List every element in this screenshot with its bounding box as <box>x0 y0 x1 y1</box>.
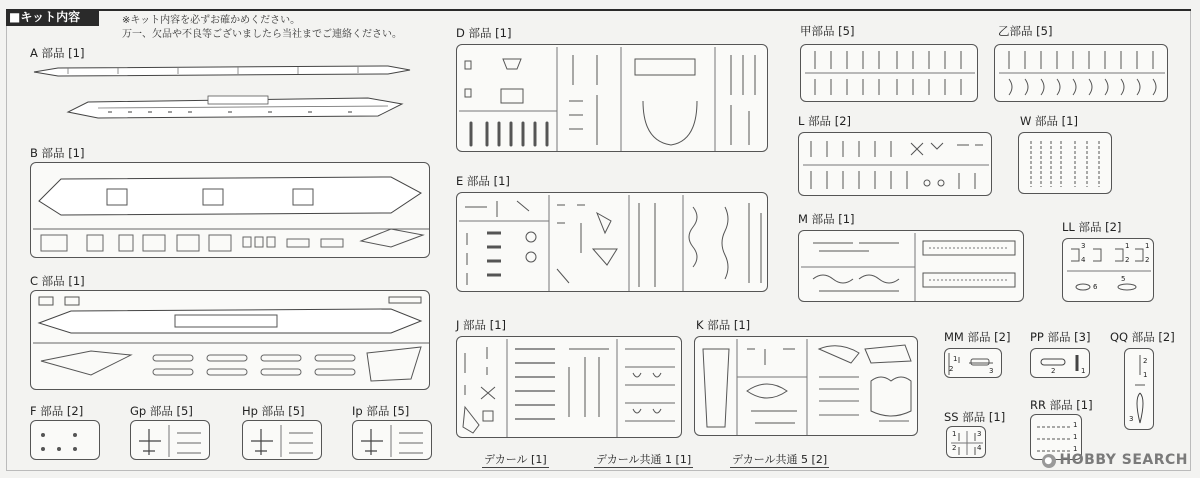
watermark-brand: HOBBY SEARCH <box>1059 452 1188 468</box>
header-rule <box>99 9 1191 11</box>
rr-num-1c: 1 <box>1073 445 1078 453</box>
runner-ll <box>1062 238 1154 302</box>
rr-num-1b: 1 <box>1073 433 1078 441</box>
runner-mm <box>944 348 1002 378</box>
mm-num-3: 3 <box>989 367 994 375</box>
runner-l <box>798 132 992 196</box>
rr-num-1a: 1 <box>1073 421 1078 429</box>
ss-num-2: 2 <box>952 444 957 452</box>
runner-w <box>1018 132 1112 194</box>
part-label-e: E 部品 [1] <box>456 174 510 188</box>
pp-num-1: 1 <box>1081 367 1086 375</box>
part-label-gp: Gp 部品 [5] <box>130 404 193 418</box>
ll-num-5: 5 <box>1121 275 1126 283</box>
part-label-mm: MM 部品 [2] <box>944 330 1011 344</box>
ll-num-1: 1 <box>1125 242 1130 250</box>
mm-num-1: 1 <box>953 355 958 363</box>
part-label-otsu: 乙部品 [5] <box>998 24 1053 38</box>
runner-j <box>456 336 682 438</box>
part-label-m: M 部品 [1] <box>798 212 855 226</box>
runner-ip <box>352 420 432 460</box>
ss-num-4: 4 <box>977 444 982 452</box>
runner-b <box>30 162 430 258</box>
runner-gp <box>130 420 210 460</box>
runner-otsu <box>994 44 1168 102</box>
note-check-contents: ※キット内容を必ずお確かめください。 <box>122 15 301 26</box>
runner-f <box>30 420 100 460</box>
part-label-b: B 部品 [1] <box>30 146 85 160</box>
part-label-j: J 部品 [1] <box>456 318 506 332</box>
ll-num-4: 4 <box>1081 256 1086 264</box>
part-label-qq: QQ 部品 [2] <box>1110 330 1175 344</box>
runner-m <box>798 230 1024 302</box>
qq-num-3: 3 <box>1129 415 1134 423</box>
ll-num-1b: 1 <box>1145 242 1150 250</box>
part-label-k: K 部品 [1] <box>696 318 751 332</box>
ll-num-3: 3 <box>1081 242 1086 250</box>
ll-num-6: 6 <box>1093 283 1098 291</box>
part-label-d: D 部品 [1] <box>456 26 512 40</box>
runner-k <box>694 336 918 436</box>
part-label-ss: SS 部品 [1] <box>944 410 1006 424</box>
runner-c <box>30 290 430 390</box>
decal-label: デカール [1] <box>484 453 547 466</box>
ss-num-3: 3 <box>977 430 982 438</box>
part-label-c: C 部品 [1] <box>30 274 85 288</box>
part-label-w: W 部品 [1] <box>1020 114 1078 128</box>
part-label-l: L 部品 [2] <box>798 114 852 128</box>
runner-ko <box>800 44 978 102</box>
runner-d <box>456 44 768 152</box>
qq-num-2: 2 <box>1143 357 1148 365</box>
decal-common-1-label: デカール共通 1 [1] <box>596 453 692 466</box>
hobby-search-watermark <box>1042 452 1188 468</box>
parts-a-hull-halves <box>28 60 413 132</box>
ll-num-2: 2 <box>1125 256 1130 264</box>
note-contact: 万一、欠品や不良等ございましたら当社までご連絡ください。 <box>122 29 402 40</box>
runner-qq <box>1124 348 1154 430</box>
runner-hp <box>242 420 322 460</box>
runner-e <box>456 192 768 292</box>
part-label-pp: PP 部品 [3] <box>1030 330 1091 344</box>
part-label-ll: LL 部品 [2] <box>1062 220 1122 234</box>
mm-num-2: 2 <box>949 365 954 373</box>
ll-num-2b: 2 <box>1145 256 1150 264</box>
decal-common-5-label: デカール共通 5 [2] <box>732 453 828 466</box>
part-label-f: F 部品 [2] <box>30 404 84 418</box>
runner-ss <box>946 426 986 458</box>
runner-pp <box>1030 348 1090 378</box>
hobby-search-logo-icon: ● <box>1042 454 1056 468</box>
qq-num-1: 1 <box>1143 371 1148 379</box>
part-label-ip: Ip 部品 [5] <box>352 404 410 418</box>
part-label-rr: RR 部品 [1] <box>1030 398 1093 412</box>
part-label-hp: Hp 部品 [5] <box>242 404 305 418</box>
pp-num-2: 2 <box>1051 367 1056 375</box>
part-label-ko: 甲部品 [5] <box>800 24 855 38</box>
ss-num-1: 1 <box>952 430 957 438</box>
section-title: ■キット内容 <box>6 9 99 26</box>
part-label-a: A 部品 [1] <box>30 46 85 60</box>
